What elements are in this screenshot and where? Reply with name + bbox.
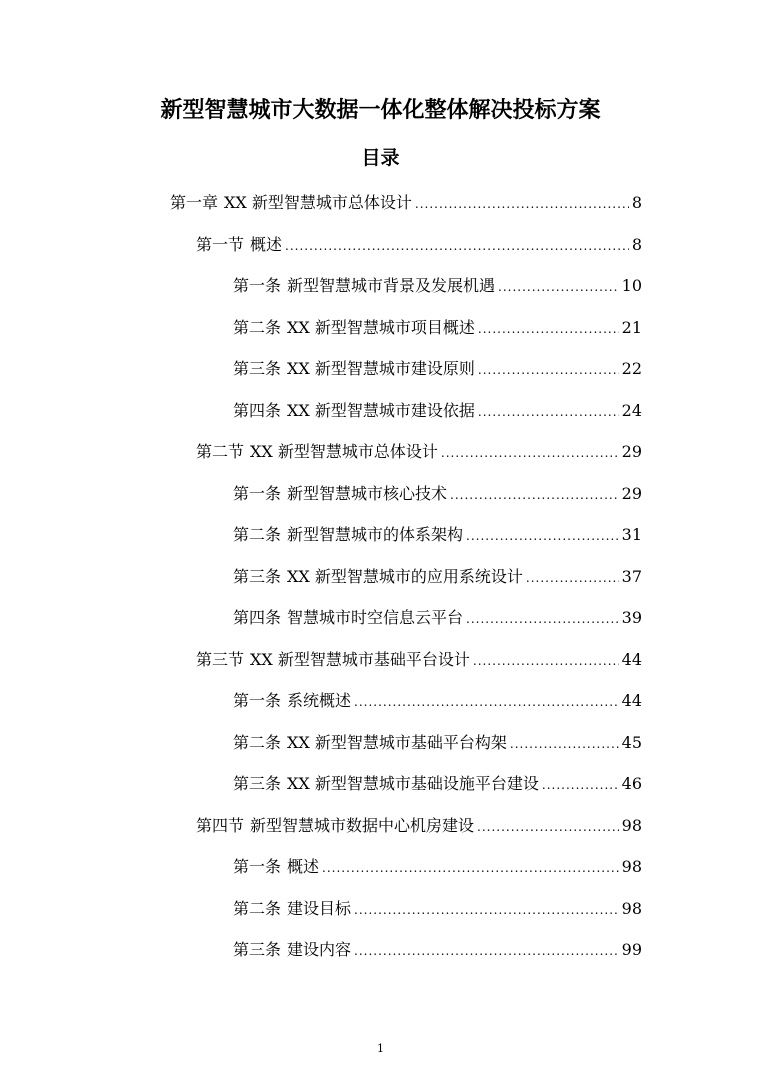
toc-leader-dots [415, 194, 629, 214]
toc-entry-page: 31 [621, 525, 642, 545]
toc-entry-page: 46 [621, 774, 642, 794]
document-title: 新型智慧城市大数据一体化整体解决投标方案 [160, 98, 601, 123]
toc-entry[interactable] [0, 183, 761, 225]
toc-entry-text: 系统概述 [287, 691, 352, 711]
toc-entry[interactable] [0, 598, 761, 640]
toc-entry-number: 第三条 [233, 566, 282, 586]
toc-entry-page: 21 [621, 317, 642, 337]
toc-entry-page: 98 [621, 857, 642, 877]
toc-entry-label [233, 276, 495, 296]
toc-entry-label [233, 401, 475, 421]
toc-entry-label [233, 940, 351, 960]
toc-entry-text: 概述 [250, 234, 283, 254]
toc-entry-page: 10 [621, 276, 642, 296]
toc-entry-label [233, 318, 475, 338]
toc-entry[interactable] [0, 225, 761, 267]
toc-entry-text: XX 新型智慧城市项目概述 [287, 317, 475, 337]
table-of-contents [0, 183, 761, 972]
toc-entry-text: 概述 [287, 857, 320, 877]
toc-leader-dots [478, 402, 619, 422]
toc-leader-dots [473, 651, 619, 671]
toc-leader-dots [450, 485, 619, 505]
toc-entry-label [233, 733, 507, 753]
toc-entry-number: 第三条 [233, 774, 282, 794]
toc-leader-dots [354, 900, 619, 920]
toc-entry[interactable] [0, 349, 761, 391]
toc-entry-label [233, 608, 463, 628]
toc-entry-text: XX 新型智慧城市建设依据 [287, 400, 475, 420]
toc-entry[interactable] [0, 930, 761, 972]
toc-entry[interactable] [0, 515, 761, 557]
toc-entry-number: 第二条 [233, 525, 282, 545]
toc-entry-number: 第二条 [233, 732, 282, 752]
toc-entry[interactable] [0, 723, 761, 765]
toc-entry-label [233, 899, 351, 919]
toc-entry-label [233, 691, 351, 711]
toc-entry-text: XX 新型智慧城市的应用系统设计 [287, 566, 523, 586]
toc-entry-number: 第三条 [233, 359, 282, 379]
toc-entry-label [196, 650, 470, 670]
toc-entry-page: 99 [621, 940, 642, 960]
toc-entry-label [196, 235, 282, 255]
toc-entry[interactable] [0, 764, 761, 806]
toc-entry-page: 44 [621, 649, 642, 669]
toc-entry-text: 新型智慧城市核心技术 [287, 483, 448, 503]
toc-heading: 目录 [361, 147, 400, 169]
toc-entry-text: XX 新型智慧城市总体设计 [250, 442, 438, 462]
toc-entry[interactable] [0, 806, 761, 848]
toc-entry[interactable] [0, 847, 761, 889]
toc-entry[interactable] [0, 474, 761, 516]
toc-leader-dots [441, 443, 619, 463]
toc-entry-number: 第二条 [233, 898, 282, 918]
toc-entry-number: 第四条 [233, 608, 282, 628]
toc-entry-page: 44 [621, 691, 642, 711]
toc-entry-text: 新型智慧城市数据中心机房建设 [250, 815, 475, 835]
toc-leader-dots [322, 858, 619, 878]
toc-entry-label [233, 567, 523, 587]
toc-entry-number: 第四节 [196, 815, 245, 835]
toc-entry[interactable] [0, 640, 761, 682]
toc-leader-dots [354, 692, 619, 712]
toc-entry-page: 24 [621, 400, 642, 420]
toc-entry-page: 37 [621, 566, 642, 586]
toc-entry-text: 新型智慧城市背景及发展机遇 [287, 276, 496, 296]
toc-entry-text: XX 新型智慧城市基础平台设计 [250, 649, 470, 669]
toc-entry-label [196, 442, 438, 462]
toc-entry[interactable] [0, 308, 761, 350]
toc-entry-number: 第二节 [196, 442, 245, 462]
toc-entry-label [196, 816, 474, 836]
toc-entry-page: 45 [621, 732, 642, 752]
toc-entry[interactable] [0, 432, 761, 474]
toc-entry-page: 29 [621, 483, 642, 503]
toc-leader-dots [466, 526, 619, 546]
toc-entry-text: 建设内容 [287, 940, 352, 960]
toc-entry-label [170, 193, 412, 213]
toc-entry-page: 8 [631, 193, 642, 213]
toc-entry-page: 39 [621, 608, 642, 628]
toc-entry-text: 建设目标 [287, 898, 352, 918]
toc-entry-text: XX 新型智慧城市基础平台构架 [287, 732, 507, 752]
toc-entry[interactable] [0, 391, 761, 433]
toc-entry-page: 98 [621, 815, 642, 835]
toc-leader-dots [285, 236, 629, 256]
toc-entry-label [233, 525, 463, 545]
toc-leader-dots [542, 775, 619, 795]
toc-leader-dots [478, 319, 619, 339]
toc-entry-number: 第二条 [233, 317, 282, 337]
toc-entry-page: 98 [621, 898, 642, 918]
toc-entry[interactable] [0, 266, 761, 308]
toc-entry-number: 第一条 [233, 691, 282, 711]
toc-entry-text: 新型智慧城市的体系架构 [287, 525, 464, 545]
toc-leader-dots [478, 360, 619, 380]
toc-entry-page: 8 [631, 234, 642, 254]
toc-entry-text: 智慧城市时空信息云平台 [287, 608, 464, 628]
toc-entry-label [233, 359, 475, 379]
toc-entry-number: 第三条 [233, 940, 282, 960]
toc-entry[interactable] [0, 557, 761, 599]
toc-leader-dots [526, 568, 619, 588]
toc-entry-text: XX 新型智慧城市基础设施平台建设 [287, 774, 539, 794]
toc-leader-dots [498, 277, 619, 297]
toc-entry-number: 第一章 [170, 193, 219, 213]
toc-entry-text: XX 新型智慧城市总体设计 [224, 193, 412, 213]
toc-entry-label [233, 484, 447, 504]
toc-entry-text: XX 新型智慧城市建设原则 [287, 359, 475, 379]
page-number: 1 [377, 1042, 384, 1055]
toc-entry[interactable] [0, 681, 761, 723]
toc-entry-page: 22 [621, 359, 642, 379]
toc-entry-number: 第一条 [233, 857, 282, 877]
toc-leader-dots [354, 941, 619, 961]
toc-entry-number: 第一条 [233, 276, 282, 296]
toc-entry-label [233, 857, 319, 877]
toc-leader-dots [466, 609, 619, 629]
toc-leader-dots [477, 817, 619, 837]
toc-leader-dots [510, 734, 619, 754]
toc-entry-number: 第一条 [233, 483, 282, 503]
toc-entry-page: 29 [621, 442, 642, 462]
toc-entry-label [233, 774, 539, 794]
toc-entry-number: 第四条 [233, 400, 282, 420]
toc-entry[interactable] [0, 889, 761, 931]
toc-entry-number: 第三节 [196, 649, 245, 669]
toc-entry-number: 第一节 [196, 234, 245, 254]
